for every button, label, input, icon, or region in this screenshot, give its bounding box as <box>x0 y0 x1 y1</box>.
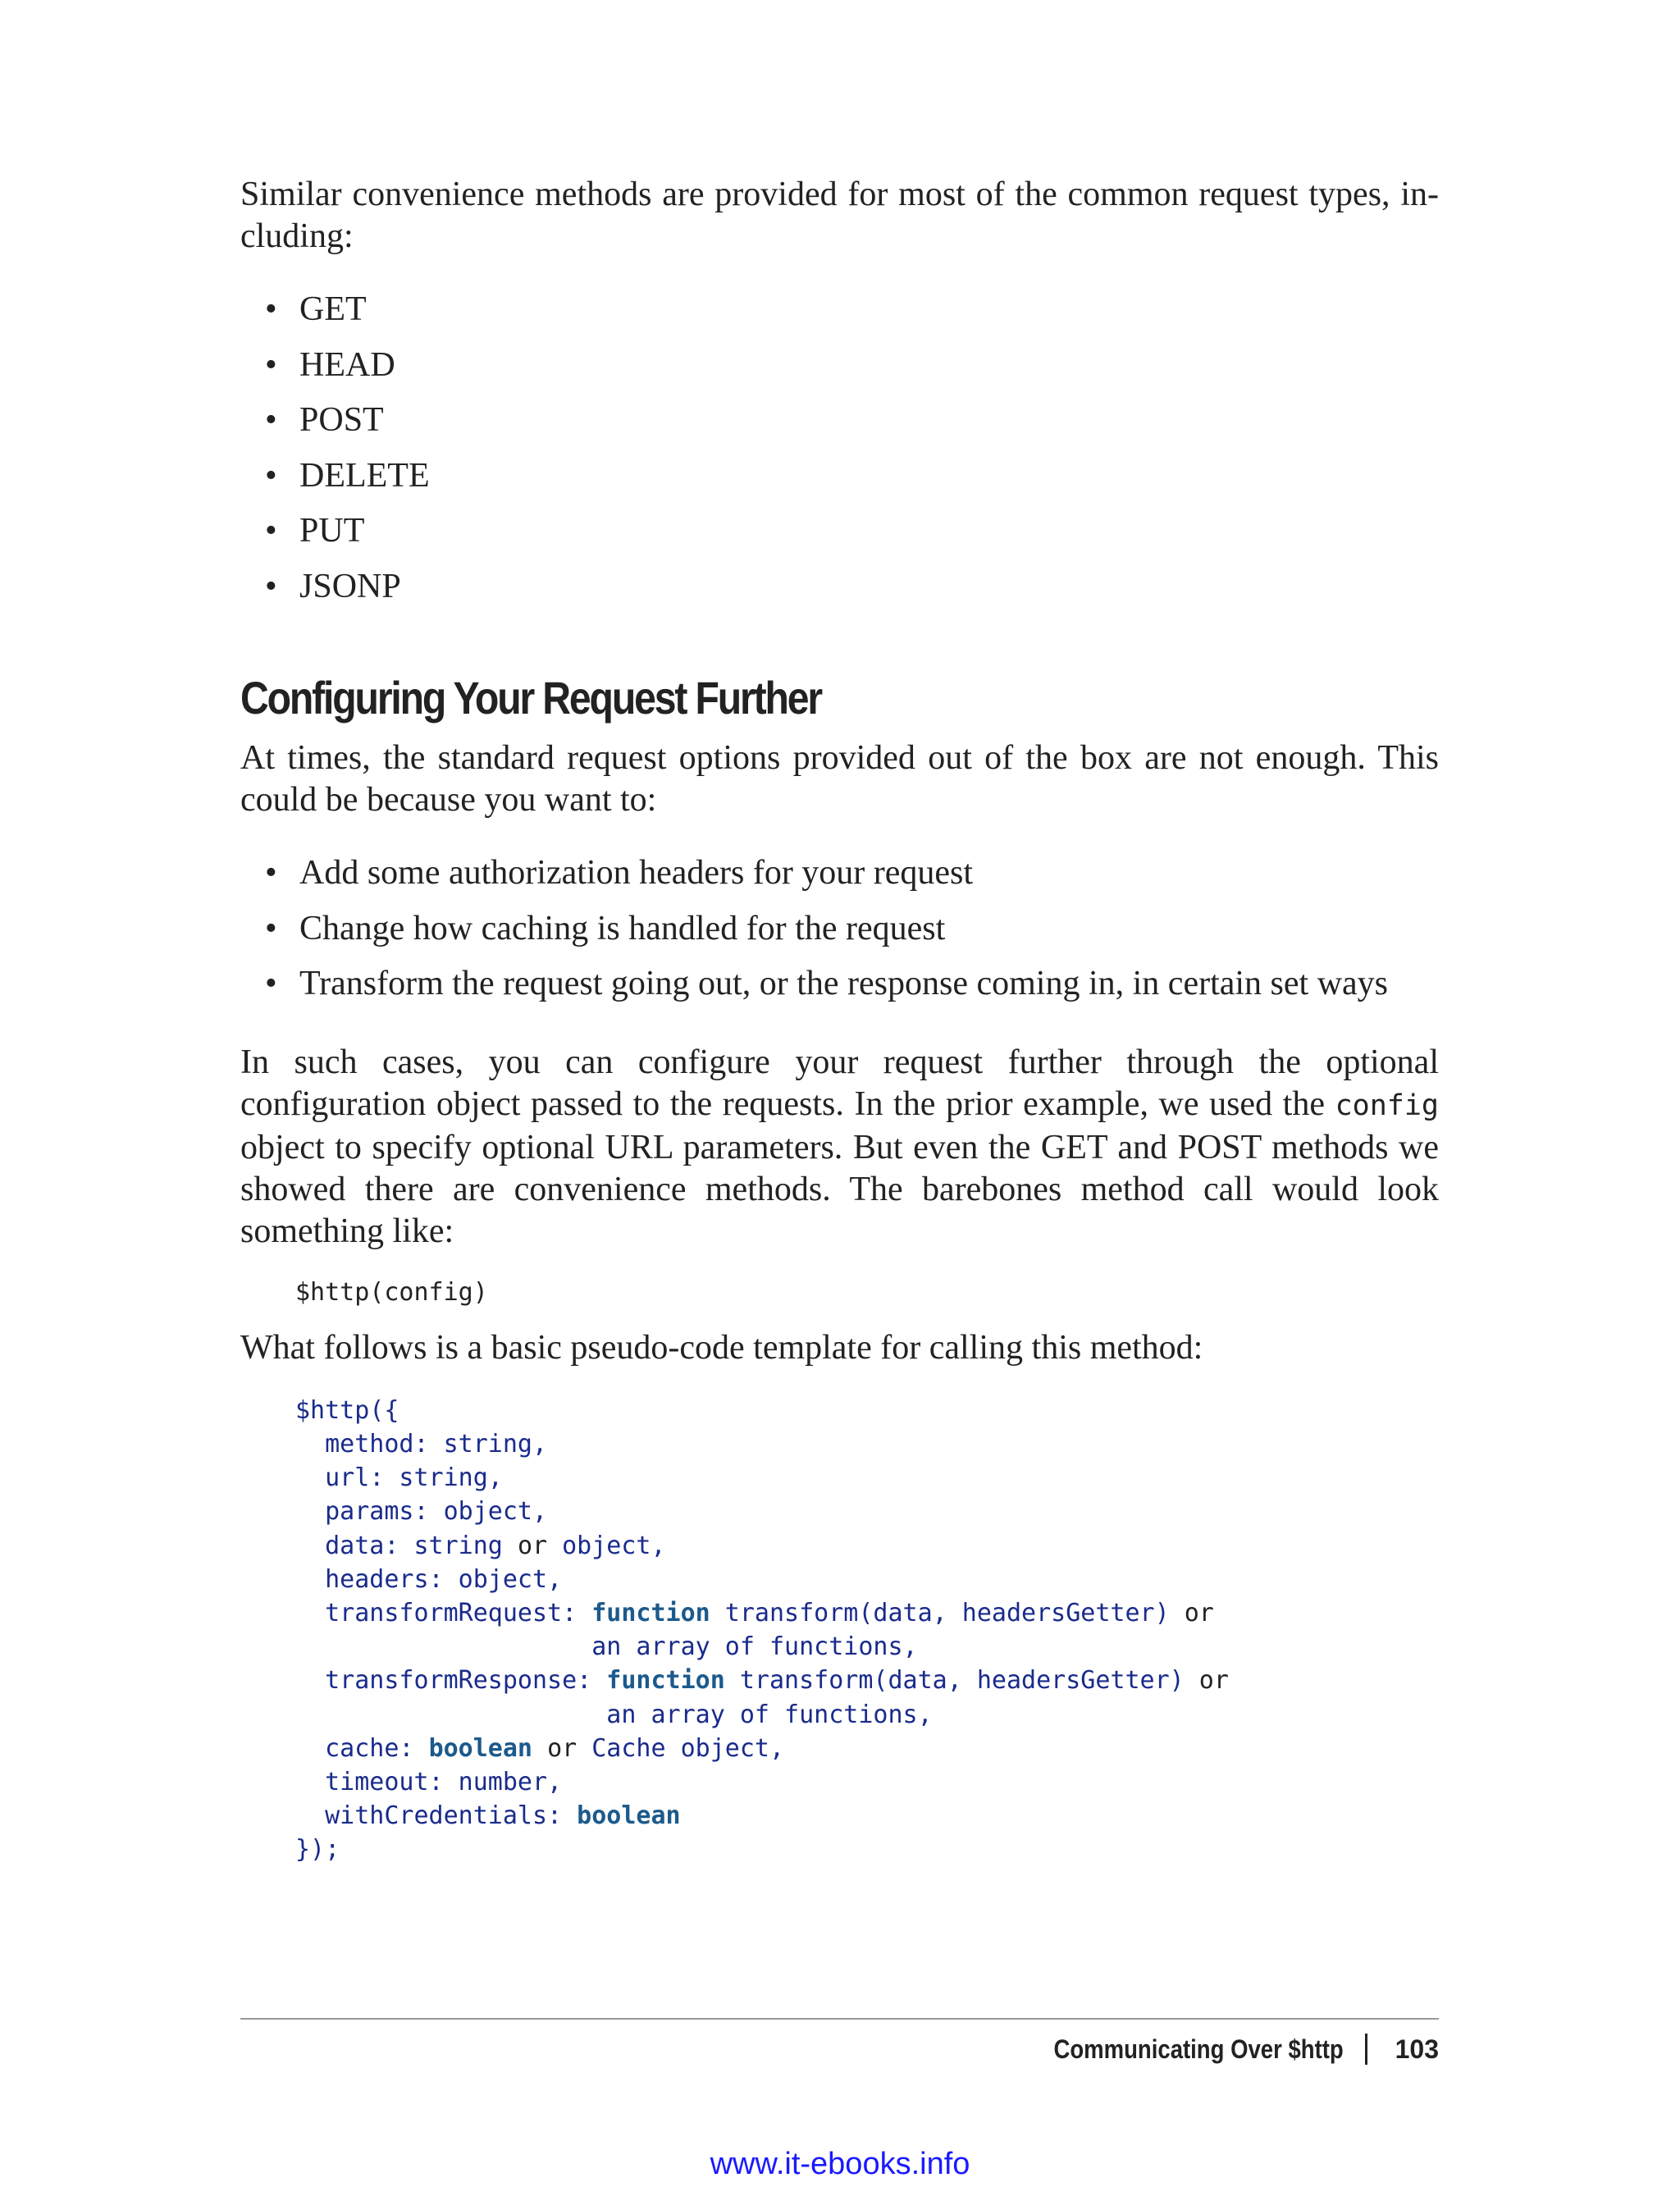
page-footer <box>1007 2029 1439 2070</box>
intro-paragraph: Similar convenience methods are provided for most of the common request types, in-cluding: <box>240 176 1439 255</box>
reason-item: • Add some authorization headers for your request <box>240 846 1439 902</box>
request-type-item: • POST <box>240 393 1439 449</box>
code-token: params: object, <box>295 1497 548 1527</box>
request-type-item: • JSONP <box>240 559 1439 615</box>
section-heading: Configuring Your Request Further <box>240 672 821 724</box>
code-token: or <box>1184 1598 1214 1628</box>
code-line <box>295 1768 562 1796</box>
config-paragraph-text-2: object to specify optional URL parameters. But even the GET and POST methods we showed there are convenience methods. The barebones method call would look something like: <box>240 1128 1439 1250</box>
code-token: transform(data, headersGetter) <box>710 1598 1185 1628</box>
footer-page-number: 103 <box>1395 2034 1439 2064</box>
request-types-list <box>240 282 1439 614</box>
code-keyword: boolean <box>428 1733 532 1763</box>
inline-code-config: config <box>1335 1089 1439 1122</box>
code-token: or <box>1198 1666 1229 1696</box>
code-token: transformResponse: <box>295 1666 607 1696</box>
code-line <box>295 1565 562 1594</box>
code-line <box>295 1734 784 1763</box>
request-type-item: • DELETE <box>240 449 1439 504</box>
code-line <box>295 1430 547 1459</box>
code-token: an array of functions, <box>295 1632 918 1662</box>
code-token: Cache object, <box>577 1733 785 1763</box>
footer-rule <box>240 2018 1439 2020</box>
reasons-list <box>240 846 1439 1012</box>
request-type-item: • HEAD <box>240 338 1439 394</box>
code-line <box>295 1835 340 1864</box>
simple-call-code: $http(config) <box>295 1277 488 1307</box>
code-token: method: string, <box>295 1429 548 1459</box>
code-line <box>295 1666 1229 1695</box>
code-token: withCredentials: <box>295 1801 578 1831</box>
code-token: transformRequest: <box>295 1598 592 1628</box>
code-token: transform(data, headersGetter) <box>724 1666 1199 1696</box>
watermark-link[interactable]: www.it-ebooks.info <box>710 2147 970 2181</box>
code-line <box>295 1532 666 1560</box>
code-token: object, <box>547 1531 666 1560</box>
page-content <box>240 174 1439 1867</box>
code-line <box>295 1396 399 1425</box>
code-token <box>532 1734 547 1763</box>
code-keyword: function <box>606 1666 725 1696</box>
code-line <box>295 1599 1214 1628</box>
code-token: headers: object, <box>295 1564 563 1594</box>
request-type-item: • GET <box>240 282 1439 338</box>
config-paragraph <box>240 1042 1439 1253</box>
code-block <box>240 1394 1439 1867</box>
code-line <box>295 1801 681 1830</box>
code-token: an array of functions, <box>295 1700 933 1729</box>
code-token: cache: <box>295 1733 429 1763</box>
code-token: timeout: number, <box>295 1767 563 1796</box>
footer-separator <box>1365 2034 1367 2065</box>
reason-item: • Change how caching is handled for the request <box>240 902 1439 957</box>
section-intro-paragraph: At times, the standard request options provided out of the box are not enough. This could be because you want to: <box>240 739 1439 819</box>
reason-item: • Transform the request going out, or the response coming in, in certain set ways <box>240 956 1439 1012</box>
template-intro-paragraph: What follows is a basic pseudo-code template for calling this method: <box>240 1328 1203 1367</box>
footer-chapter-title: Communicating Over $http <box>1053 2034 1344 2064</box>
code-line <box>295 1632 918 1661</box>
code-keyword: function <box>591 1598 710 1628</box>
config-paragraph-text-1: In such cases, you can configure your request further through the optional configuration object passed to the requests. In the prior example, we used the <box>240 1043 1439 1123</box>
code-token: or <box>547 1733 578 1763</box>
code-token: or <box>517 1531 548 1560</box>
code-line <box>295 1701 933 1729</box>
code-token: url: string, <box>295 1463 503 1493</box>
request-type-item: • PUT <box>240 504 1439 559</box>
code-line <box>295 1497 547 1526</box>
code-token: }); <box>295 1835 340 1865</box>
code-token: $http({ <box>295 1395 399 1425</box>
code-token: data: string <box>295 1531 518 1560</box>
code-line <box>295 1463 503 1492</box>
code-keyword: boolean <box>577 1801 681 1831</box>
